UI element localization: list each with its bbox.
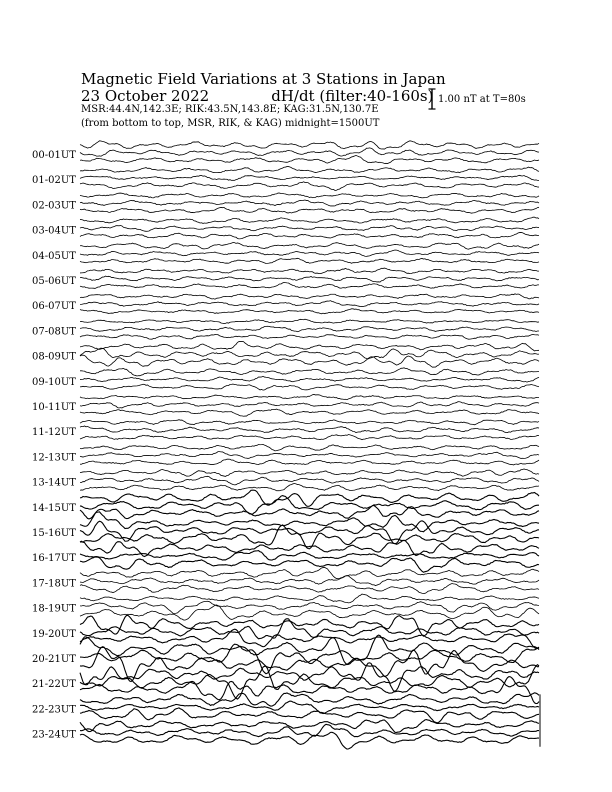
- trace-kag: [80, 341, 539, 350]
- trace-kag: [80, 693, 539, 706]
- trace-kag: [80, 394, 539, 399]
- trace-kag: [80, 167, 539, 173]
- hour-label: 17-18UT: [32, 578, 76, 590]
- trace-rik: [80, 521, 539, 544]
- trace-rik: [80, 601, 539, 613]
- chart-quantity: dH/dt (filter:40-160s): [271, 87, 434, 105]
- trace-rik: [80, 619, 539, 639]
- station-order-note: (from bottom to top, MSR, RIK, & KAG) midnight=1500UT: [81, 118, 380, 129]
- trace-rik: [80, 426, 539, 433]
- trace-kag: [80, 243, 539, 250]
- trace-rik: [80, 301, 539, 307]
- trace-kag: [80, 720, 539, 733]
- hour-label: 02-03UT: [32, 200, 76, 212]
- hour-label: 01-02UT: [32, 175, 76, 187]
- trace-kag: [80, 469, 539, 476]
- hour-label: 04-05UT: [32, 250, 76, 262]
- hour-label: 09-10UT: [32, 376, 76, 388]
- trace-rik: [80, 175, 539, 180]
- trace-rik: [80, 250, 539, 256]
- trace-rik: [80, 402, 539, 408]
- hour-label: 13-14UT: [32, 477, 76, 489]
- trace-msr: [80, 677, 539, 704]
- trace-kag: [80, 217, 539, 223]
- trace-msr: [80, 459, 539, 465]
- hour-label: 07-08UT: [32, 326, 76, 338]
- hour-label: 03-04UT: [32, 225, 76, 237]
- hour-label: 11-12UT: [32, 427, 76, 439]
- hour-label: 08-09UT: [32, 351, 76, 363]
- trace-msr: [80, 557, 539, 572]
- chart-title: Magnetic Field Variations at 3 Stations in Japan: [81, 70, 446, 88]
- hour-label: 14-15UT: [32, 502, 76, 514]
- trace-msr: [80, 258, 539, 263]
- trace-msr: [80, 732, 539, 749]
- station-coordinates: MSR:44.4N,142.3E; RIK:43.5N,143.8E; KAG:31.5N,130.7E: [81, 104, 379, 115]
- trace-msr: [80, 282, 539, 288]
- trace-msr: [80, 182, 539, 191]
- trace-msr: [80, 207, 539, 213]
- trace-rik: [80, 701, 539, 714]
- trace-kag: [80, 615, 539, 636]
- hour-label: 20-21UT: [32, 654, 76, 665]
- trace-msr: [80, 605, 539, 620]
- trace-msr: [80, 309, 539, 314]
- trace-kag: [80, 420, 539, 425]
- hour-label: 10-11UT: [32, 402, 76, 413]
- hour-label: 18-19UT: [32, 603, 76, 615]
- trace-msr: [80, 384, 539, 390]
- trace-msr: [80, 708, 539, 723]
- hour-label: 00-01UT: [32, 150, 76, 161]
- trace-kag: [80, 567, 539, 578]
- trace-rik: [80, 226, 539, 232]
- trace-msr: [80, 435, 539, 440]
- trace-rik: [80, 576, 539, 586]
- trace-rik: [80, 452, 539, 459]
- hour-label: 12-13UT: [32, 452, 76, 464]
- scale-label: 1.00 nT at T=80s: [438, 94, 526, 105]
- trace-kag: [80, 444, 539, 450]
- trace-rik: [80, 148, 539, 156]
- hour-label: 06-07UT: [32, 301, 76, 313]
- trace-rik: [80, 476, 539, 485]
- trace-msr: [80, 355, 539, 367]
- trace-rik: [80, 348, 539, 359]
- trace-rik: [80, 326, 539, 331]
- trace-msr: [80, 155, 539, 163]
- chart-date: 23 October 2022: [81, 87, 210, 105]
- trace-kag: [80, 319, 539, 323]
- trace-kag: [80, 268, 539, 274]
- hour-label: 21-22UT: [32, 679, 76, 691]
- trace-msr: [80, 232, 539, 238]
- trace-msr: [80, 334, 539, 339]
- trace-msr: [80, 409, 539, 416]
- trace-kag: [80, 294, 539, 299]
- trace-kag: [80, 490, 539, 506]
- hour-label: 22-23UT: [32, 704, 76, 716]
- trace-kag: [80, 193, 539, 198]
- trace-rik: [80, 376, 539, 382]
- trace-kag: [80, 368, 539, 376]
- hour-label: 23-24UT: [32, 729, 76, 741]
- hour-label: 05-06UT: [32, 276, 76, 287]
- trace-rik: [80, 200, 539, 206]
- trace-kag: [80, 141, 539, 149]
- trace-msr: [80, 584, 539, 594]
- trace-rik: [80, 276, 539, 282]
- hour-label: 19-20UT: [32, 628, 76, 640]
- trace-kag: [80, 594, 539, 603]
- trace-msr: [80, 484, 539, 491]
- hour-label: 16-17UT: [32, 553, 76, 565]
- hour-label: 15-16UT: [32, 528, 76, 539]
